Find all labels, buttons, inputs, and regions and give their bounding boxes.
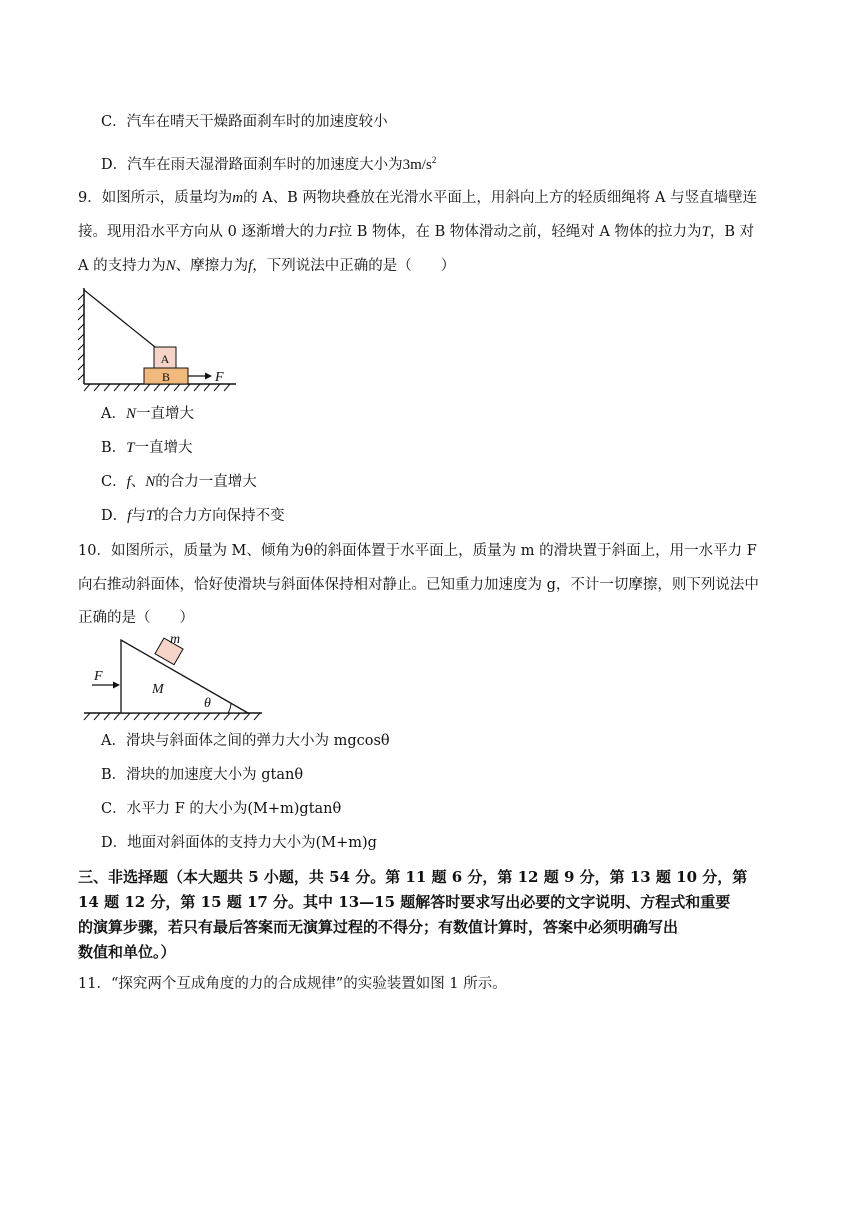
block-b-label: B: [161, 370, 171, 384]
q8-option-c: [101, 110, 821, 134]
q10-figure: [80, 630, 270, 722]
q10-stem-line3: 正确的是（ ）: [78, 610, 194, 626]
q10-option-a: A．滑块与斜面体之间的弹力大小为 mgcosθ: [101, 733, 390, 749]
section3-line3: 的演算步骤，若只有最后答案而无演算过程的不得分；有数值计算时，答案中必须明确写出: [78, 918, 679, 936]
angle-label: θ: [204, 696, 211, 711]
q9-option-a: A．N一直增大: [101, 406, 194, 422]
unit: $m/s^2$: [410, 155, 437, 173]
q9-figure: [76, 284, 246, 394]
q9-stem-line2: 接。现用沿水平方向从 0 逐渐增大的力F拉 B 物体，在 B 物体滑动之前，轻绳对 A 物体的拉力为T，B 对: [78, 224, 755, 240]
q9-stem-line3: A 的支持力为N、摩擦力为f，下列说法中正确的是（ ）: [78, 258, 456, 274]
q10-option-b: B．滑块的加速度大小为 gtanθ: [101, 767, 304, 783]
block-a-label: A: [160, 352, 170, 366]
block-label: m: [170, 632, 181, 647]
q9-stem-line1: 9．如图所示，质量均为m的 A、B 两物块叠放在光滑水平面上，用斜向上方的轻质细绳将 A 与竖直墙壁连: [78, 190, 758, 206]
wedge-label: M: [152, 682, 164, 697]
q10-option-c: C．水平力 F 的大小为(M+m)gtanθ: [101, 801, 342, 817]
q8-option-c-text: C．汽车在晴天干燥路面刹车时的加速度较小: [101, 114, 388, 130]
rope: [84, 290, 155, 347]
q9-option-b: B．T一直增大: [101, 440, 193, 456]
wedge: [121, 640, 248, 713]
force-label: F: [215, 370, 224, 385]
section3-line2: 14 题 12 分，第 15 题 17 分。其中 13—15 题解答时要求写出必要的文字说明、方程式和重要: [78, 893, 731, 911]
q9-option-d: D．f与T的合力方向保持不变: [101, 508, 285, 524]
q10-option-d: D．地面对斜面体的支持力大小为(M+m)g: [101, 835, 377, 851]
section3-line4: 数值和单位。）: [78, 943, 176, 961]
force-label: F: [94, 669, 103, 684]
q8-option-d: D．汽车在雨天湿滑路面刹车时的加速度大小为$3m/s^2$: [101, 155, 437, 173]
q11-stem: 11．“探究两个互成角度的力的合成规律”的实验装置如图 1 所示。: [78, 976, 507, 992]
q10-stem-line1: 10．如图所示，质量为 M、倾角为θ的斜面体置于水平面上，质量为 m 的滑块置于斜面上，用一水平力 F: [78, 543, 757, 559]
q9-option-c: C．f、N的合力一直增大: [101, 474, 257, 490]
q10-stem-line2: 向右推动斜面体，恰好使滑块与斜面体保持相对静止。已知重力加速度为 g，不计一切摩擦，则下列说法中: [78, 577, 759, 593]
section3-line1: 三、非选择题（本大题共 5 小题，共 54 分。第 11 题 6 分，第 12 题 9 分，第 13 题 10 分，第: [78, 868, 748, 886]
